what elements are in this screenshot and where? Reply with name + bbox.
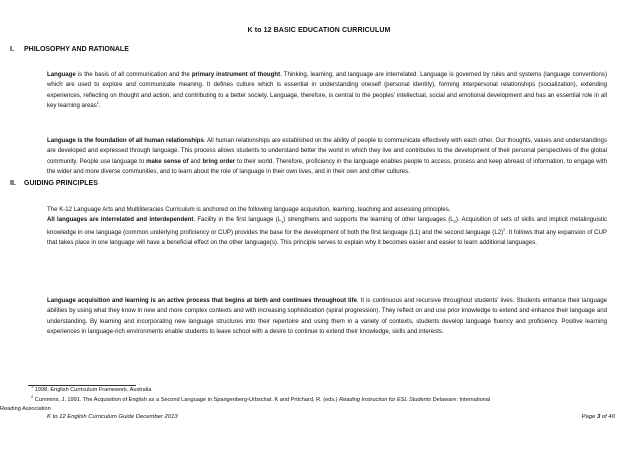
footnote-2-text: Delaware: International <box>431 397 491 403</box>
section-1-paragraph-2 <box>47 136 607 177</box>
footer-guide-title: K to 12 English Curriculum Guide December 2013 <box>47 414 178 420</box>
para-bold-lead: All languages are interrelated and interdependent <box>47 216 194 224</box>
footer-page-current: 3 <box>596 414 601 420</box>
para-bold-phrase: primary instrument of thought <box>191 71 281 78</box>
footnote-1-number: 1 <box>31 384 34 390</box>
para-text: The K-12 Language Arts and Multiliteracies Curriculum is anchored on the following language acquisition, learning, teaching and assessing principles. <box>47 206 451 213</box>
footnote-2-book-title: Reading Instruction for ESL Students <box>339 397 432 403</box>
para-bold-phrase: make sense of <box>146 157 189 165</box>
section-1-title: PHILOSOPHY AND RATIONALE <box>24 46 129 53</box>
subscript: 1 <box>281 219 284 225</box>
para-text: . It follows that any expansion of CUP that takes place in one language will have a beneficial effect on the other language(s). This principle serves to explain why it becomes easier and easier to learn additional languages. <box>47 228 607 247</box>
section-1-heading <box>10 46 129 53</box>
footnote-marker-1: 1 <box>96 99 100 105</box>
footer-page-prefix: Page <box>581 414 597 420</box>
section-2-number: II. <box>10 180 16 187</box>
para-bold-lead: Language <box>47 71 76 78</box>
para-text: ) strengthens and supports the learning of other languages (L <box>283 216 454 224</box>
para-text: . Thinking, learning, and language are interrelated. Language is governed by rules and systems (language conventions) which are used to explore and communicate meaning. It defines culture which is essential in understanding oneself (personal identity), forming interpersonal relationships (socialization), extending experiences, reflecting on thought and action, and contributing to a better society. Language, therefore, is central to the peoples' intellectual, social and emotional development and has an essential role in all key learning areas <box>47 71 607 109</box>
para-text: is the basis of all communication and the <box>75 71 192 78</box>
footnote-1-text: 1998. English Curriculum Framework. Australia <box>34 387 152 393</box>
section-2-title: GUIDING PRINCIPLES <box>24 180 98 187</box>
para-text: to their world. Therefore, proficiency in the language enables people to access, process and keep abreast of information, to engage with the wider and more diverse communities, and to learn about the role of language in their own lives, and in their own and other cultures. <box>47 157 607 175</box>
para-bold-phrase: bring order <box>202 157 236 165</box>
footnote-2-continuation: Reading Association <box>0 406 51 412</box>
footer-page-total: of 40 <box>600 414 615 420</box>
footnote-2-text: Cummins, J. 1991. The Acquisition of English as a Second Language in Spangenberg-Urbschat. K and Pritchard, R. (eds.) <box>34 397 340 403</box>
footnote-2 <box>31 394 491 403</box>
section-2-paragraph-2 <box>47 296 607 337</box>
document-title: K to 12 BASIC EDUCATION CURRICULUM <box>247 27 391 34</box>
footnote-1 <box>31 384 152 393</box>
footnote-2-number: 2 <box>31 394 34 400</box>
para-text: . Facility in the first language (L <box>193 216 282 224</box>
subscript: 2 <box>453 219 456 225</box>
section-1-number: I. <box>10 46 14 53</box>
footnote-rule <box>28 385 136 386</box>
footer-page-number <box>582 414 615 420</box>
para-text: and <box>188 157 203 165</box>
para-text: ). Acquisition of sets of skills and implicit metalinguistic knowledge in one language (common underlying proficiency or CUP) provides the base for the development of both the first language (L1) and the second language (L2) <box>47 216 607 236</box>
section-2-heading <box>10 180 98 187</box>
para-text: . It is continuous and recursive throughout students' lives. Students enhance their language abilities by using what they know in new and more complex contexts and with increasing sophistication (spiral progression). They reflect on and use prior knowledge to extend and enhance their language and understanding. By learning and incorporating new language structures into their repertoire and using them in a variety of contexts, students develop language fluency and proficiency. Positive learning experiences in language-rich environments enable students to leave school with a desire to continue to extend their knowledge, skills and interests. <box>47 297 608 335</box>
para-text: . All human relationships are established on the ability of people to communicate effectively with each other. Our thoughts, values and understandings are developed and expressed through language. This process allows students to understand better the world in which they live and contributes to the development of their personal perspectives of the global community. People use language to <box>47 137 607 165</box>
para-bold-lead: Language acquisition and learning is an active process that begins at birth and continues throughout life <box>47 297 357 304</box>
footnote-marker-2: 2 <box>503 226 506 232</box>
para-text: . <box>99 101 101 109</box>
section-1-paragraph-1 <box>47 70 607 111</box>
para-bold-lead: Language is the foundation of all human relationships <box>47 137 204 144</box>
section-2-paragraph-1 <box>47 205 607 248</box>
